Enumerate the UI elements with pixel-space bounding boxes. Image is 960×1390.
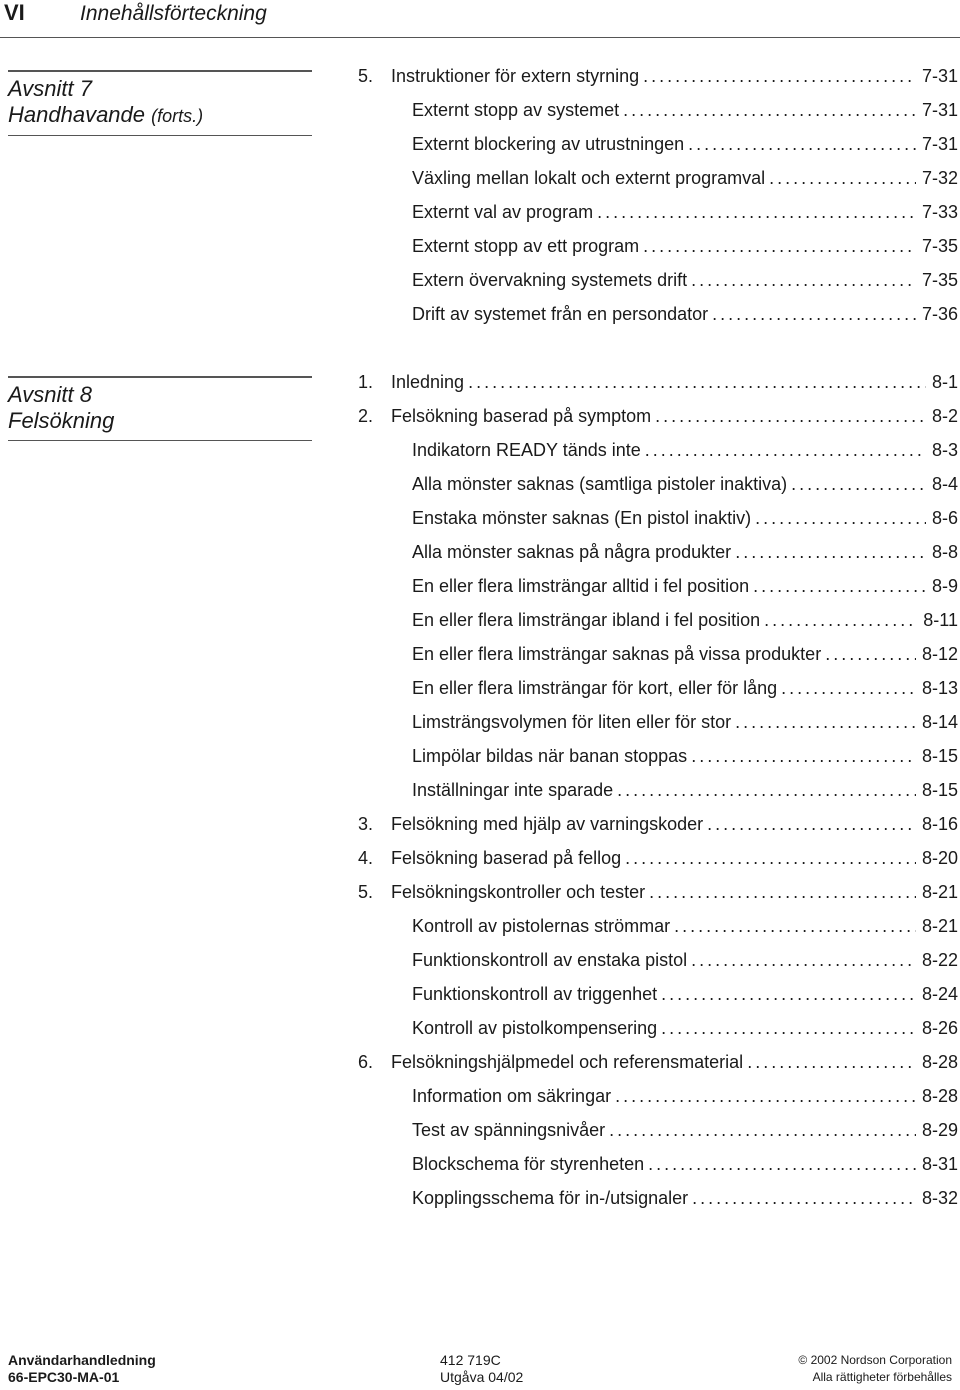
toc-entry[interactable] [358, 1153, 958, 1187]
section-8-heading [8, 376, 312, 441]
toc-entry-page: 8-28 [921, 1086, 958, 1106]
toc-entry-label: En eller flera limsträngar ibland i fel position [412, 610, 761, 630]
toc-entry-number: 3. [358, 814, 374, 834]
toc-entry-page: 8-2 [931, 406, 958, 426]
toc-entry[interactable] [358, 575, 958, 609]
toc-entry-label: Felsökning baserad på fellog [391, 848, 622, 868]
toc-entry-page: 8-11 [923, 610, 958, 630]
toc-entry-label: Extern övervakning systemets drift [412, 270, 688, 290]
rights-notice: Alla rättigheter förbehålles [812, 1370, 952, 1384]
toc-entry[interactable] [358, 201, 958, 235]
toc-entry-label: Externt stopp av ett program [412, 236, 640, 256]
dot-leader [655, 405, 926, 427]
toc-entry-label: Externt blockering av utrustningen [412, 134, 685, 154]
toc-entry[interactable] [358, 1187, 958, 1221]
toc-entry-page: 8-12 [921, 644, 958, 664]
toc-entry-label: Test av spänningsnivåer [412, 1120, 606, 1140]
toc-entry-label: En eller flera limsträngar för kort, eller för lång [412, 678, 778, 698]
dot-leader [755, 507, 926, 529]
toc-entry-page: 7-32 [921, 168, 958, 188]
dot-leader [648, 1153, 916, 1175]
toc-entry-label: Alla mönster saknas (samtliga pistoler inaktiva) [412, 474, 788, 494]
toc-entry[interactable] [358, 983, 958, 1017]
toc-entry-label: En eller flera limsträngar alltid i fel position [412, 576, 750, 596]
footer-left [8, 1352, 156, 1386]
toc-entry[interactable] [358, 711, 958, 745]
toc-entry-label: En eller flera limsträngar saknas på vissa produkter [412, 644, 822, 664]
section-7-heading [8, 70, 312, 136]
toc-entry-label: Alla mönster saknas på några produkter [412, 542, 732, 562]
toc-entry[interactable] [358, 99, 958, 133]
toc-entry[interactable] [358, 949, 958, 983]
toc-entry-page: 7-31 [921, 134, 958, 154]
toc-entry[interactable] [358, 1051, 958, 1085]
toc-entry[interactable] [358, 609, 958, 643]
toc-entry[interactable] [358, 541, 958, 575]
toc-entry-label: Externt val av program [412, 202, 594, 222]
section-8-toc [358, 371, 958, 1221]
toc-entry-label: Inledning [391, 372, 465, 392]
part-number: 412 719C [440, 1352, 501, 1368]
toc-entry-page: 8-6 [931, 508, 958, 528]
toc-entry[interactable] [358, 303, 958, 337]
section-8-title [8, 378, 312, 434]
toc-entry-page: 7-33 [921, 202, 958, 222]
toc-entry-page: 8-32 [921, 1188, 958, 1208]
toc-entry[interactable] [358, 439, 958, 473]
toc-entry-page: 8-20 [921, 848, 958, 868]
toc-entry[interactable] [358, 643, 958, 677]
toc-entry-label: Kontroll av pistolkompensering [412, 1018, 658, 1038]
page-number: VI [4, 0, 25, 25]
page-title: Innehållsförteckning [80, 2, 267, 25]
dot-leader [691, 949, 916, 971]
toc-entry-page: 8-22 [921, 950, 958, 970]
document-code: 66-EPC30-MA-01 [8, 1369, 120, 1385]
toc-entry-page: 7-31 [921, 66, 958, 86]
toc-entry[interactable] [358, 65, 958, 99]
toc-entry[interactable] [358, 813, 958, 847]
toc-entry-page: 8-3 [931, 440, 958, 460]
toc-entry-label: Kontroll av pistolernas strömmar [412, 916, 671, 936]
toc-entry-page: 8-21 [921, 916, 958, 936]
toc-entry-number: 4. [358, 848, 374, 868]
toc-entry[interactable] [358, 133, 958, 167]
toc-entry-label: Indikatorn READY tänds inte [412, 440, 641, 460]
toc-entry[interactable] [358, 405, 958, 439]
toc-entry[interactable] [358, 167, 958, 201]
toc-entry[interactable] [358, 371, 958, 405]
dot-leader [617, 779, 916, 801]
dot-leader [661, 1017, 916, 1039]
dot-leader [712, 303, 916, 325]
toc-entry[interactable] [358, 473, 958, 507]
toc-entry-page: 7-35 [921, 270, 958, 290]
toc-entry-page: 8-15 [921, 746, 958, 766]
section-7-title [8, 72, 312, 129]
toc-entry-page: 8-1 [931, 372, 958, 392]
section-7-suffix: (forts.) [151, 106, 204, 126]
toc-entry-page: 8-29 [921, 1120, 958, 1140]
toc-entry-number: 2. [358, 406, 374, 426]
toc-entry-page: 7-36 [921, 304, 958, 324]
toc-entry-page: 7-35 [921, 236, 958, 256]
section-8-name: Felsökning [8, 408, 115, 433]
toc-entry-page: 8-21 [921, 882, 958, 902]
toc-entry-page: 8-13 [921, 678, 958, 698]
dot-leader [747, 1051, 916, 1073]
section-7-number: Avsnitt 7 [8, 76, 92, 101]
section-divider [8, 135, 312, 136]
dot-leader [674, 915, 916, 937]
toc-entry-label: Drift av systemet från en persondator [412, 304, 709, 324]
dot-leader [643, 235, 916, 257]
toc-entry[interactable] [358, 235, 958, 269]
dot-leader [707, 813, 916, 835]
dot-leader [753, 575, 926, 597]
dot-leader [691, 269, 916, 291]
footer-right [798, 1352, 952, 1386]
toc-entry-label: Enstaka mönster saknas (En pistol inaktiv) [412, 508, 752, 528]
toc-entry-label: Felsökningskontroller och tester [391, 882, 646, 902]
toc-entry-label: Limsträngsvolymen för liten eller för stor [412, 712, 732, 732]
toc-entry[interactable] [358, 1017, 958, 1051]
section-7-toc [358, 65, 958, 337]
dot-leader [468, 371, 926, 393]
toc-entry-number: 5. [358, 882, 374, 902]
toc-entry-label: Funktionskontroll av triggenhet [412, 984, 658, 1004]
toc-entry[interactable] [358, 269, 958, 303]
toc-entry-label: Kopplingsschema för in-/utsignaler [412, 1188, 689, 1208]
dot-leader [791, 473, 926, 495]
toc-entry-label: Felsökning med hjälp av varningskoder [391, 814, 704, 834]
toc-entry-number: 6. [358, 1052, 374, 1072]
dot-leader [735, 541, 926, 563]
dot-leader [643, 65, 916, 87]
manual-name: Användarhandledning [8, 1352, 156, 1368]
toc-entry[interactable] [358, 1119, 958, 1153]
toc-entry-page: 8-24 [921, 984, 958, 1004]
toc-entry[interactable] [358, 915, 958, 949]
section-divider [8, 440, 312, 441]
toc-entry-page: 8-26 [921, 1018, 958, 1038]
dot-leader [735, 711, 916, 733]
dot-leader [691, 745, 916, 767]
toc-entry-page: 8-9 [931, 576, 958, 596]
toc-entry-label: Funktionskontroll av enstaka pistol [412, 950, 688, 970]
toc-entry[interactable] [358, 1085, 958, 1119]
dot-leader [764, 609, 917, 631]
dot-leader [781, 677, 916, 699]
dot-leader [623, 99, 916, 121]
toc-entry-page: 8-8 [931, 542, 958, 562]
toc-entry[interactable] [358, 507, 958, 541]
toc-entry-label: Felsökning baserad på symptom [391, 406, 652, 426]
toc-entry-page: 8-31 [921, 1154, 958, 1174]
toc-entry[interactable] [358, 677, 958, 711]
dot-leader [615, 1085, 916, 1107]
toc-entry-number: 1. [358, 372, 374, 392]
toc-entry-label: Instruktioner för extern styrning [391, 66, 640, 86]
toc-entry[interactable] [358, 745, 958, 779]
dot-leader [625, 847, 916, 869]
toc-entry[interactable] [358, 779, 958, 813]
toc-entry-page: 8-4 [931, 474, 958, 494]
header-divider [0, 37, 960, 38]
copyright: © 2002 Nordson Corporation [798, 1353, 952, 1367]
toc-entry[interactable] [358, 847, 958, 881]
section-8-number: Avsnitt 8 [8, 382, 92, 407]
toc-entry-label: Felsökningshjälpmedel och referensmaterial [391, 1052, 744, 1072]
dot-leader [609, 1119, 916, 1141]
toc-entry-page: 8-28 [921, 1052, 958, 1072]
dot-leader [688, 133, 916, 155]
toc-entry[interactable] [358, 881, 958, 915]
dot-leader [825, 643, 916, 665]
toc-entry-label: Information om säkringar [412, 1086, 612, 1106]
toc-entry-label: Inställningar inte sparade [412, 780, 614, 800]
dot-leader [645, 439, 926, 461]
toc-entry-label: Blockschema för styrenheten [412, 1154, 645, 1174]
dot-leader [649, 881, 916, 903]
toc-entry-page: 8-16 [921, 814, 958, 834]
toc-entry-page: 8-15 [921, 780, 958, 800]
dot-leader [692, 1187, 916, 1209]
toc-entry-label: Limpölar bildas när banan stoppas [412, 746, 688, 766]
dot-leader [661, 983, 916, 1005]
edition: Utgåva 04/02 [440, 1369, 524, 1385]
dot-leader [769, 167, 916, 189]
section-7-name: Handhavande [8, 102, 146, 127]
toc-entry-page: 7-31 [921, 100, 958, 120]
toc-entry-label: Externt stopp av systemet [412, 100, 620, 120]
toc-entry-page: 8-14 [921, 712, 958, 732]
footer-center [440, 1352, 523, 1386]
toc-entry-number: 5. [358, 66, 374, 86]
toc-entry-label: Växling mellan lokalt och externt programval [412, 168, 766, 188]
dot-leader [597, 201, 916, 223]
